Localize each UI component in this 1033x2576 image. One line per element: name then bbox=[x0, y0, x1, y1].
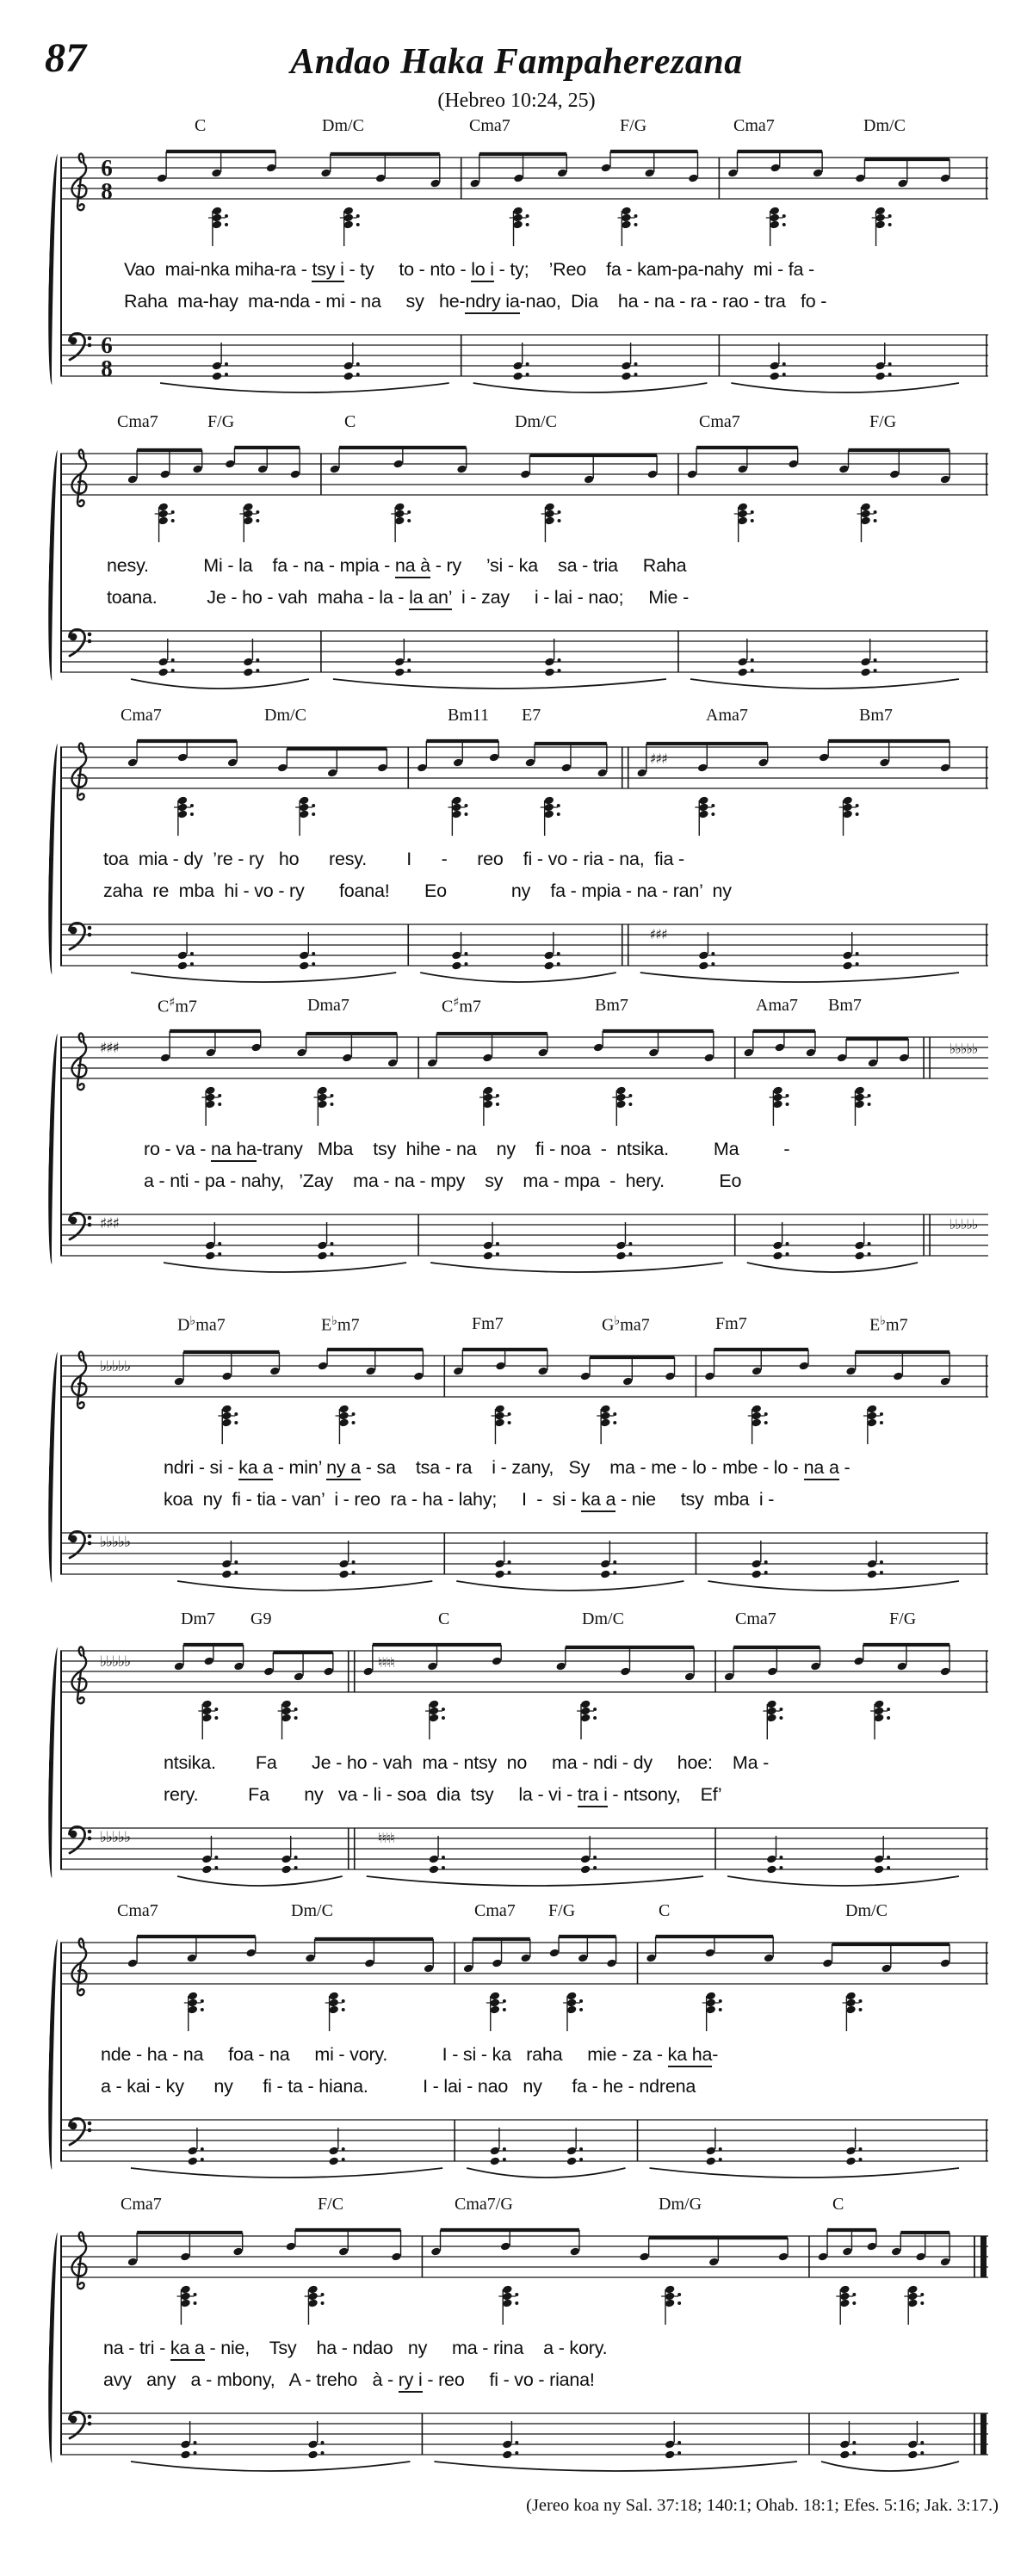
lyric-line-2 bbox=[124, 291, 826, 312]
chord-label: Cma7 bbox=[474, 1901, 516, 1920]
chord-label: E7 bbox=[522, 706, 541, 725]
chord-label: C bbox=[195, 116, 207, 135]
lyric-text: - ry ’si - ka sa - tria Raha bbox=[430, 555, 687, 576]
svg-text:6: 6 bbox=[101, 155, 113, 181]
lyric-text: - sa tsa - ra i - zany, Sy ma - me - lo - mbe - lo - bbox=[361, 1457, 804, 1478]
svg-text:♯♯♯: ♯♯♯ bbox=[100, 1215, 119, 1232]
treble-clef-icon bbox=[71, 1351, 86, 1408]
chord-label: Cma7 bbox=[117, 412, 158, 431]
chord-label: Cma7 bbox=[121, 2195, 162, 2214]
lyric-text: ndri - si - bbox=[164, 1457, 239, 1478]
song-number: 87 bbox=[45, 35, 86, 81]
system-8 bbox=[0, 2195, 1033, 2496]
melisma-underline: ka a bbox=[238, 1457, 273, 1480]
treble-clef-icon bbox=[71, 449, 86, 506]
bass-staff bbox=[60, 326, 988, 416]
lyric-text: - nie tsy mba i - bbox=[615, 1489, 775, 1510]
chord-label: Cma7/G bbox=[455, 2195, 513, 2214]
chord-label: E♭m7 bbox=[321, 1314, 360, 1335]
flat-icon: ♭ bbox=[880, 1314, 887, 1328]
footer-scripture-references: (Jereo koa ny Sal. 37:18; 140:1; Ohab. 18:1; Efes. 5:16; Jak. 3:17.) bbox=[526, 2496, 999, 2515]
chord-label: D♭ma7 bbox=[177, 1314, 226, 1335]
bass-staff bbox=[60, 1524, 988, 1614]
lyric-line-1 bbox=[103, 2338, 607, 2359]
lyric-text: koa ny fi - tia - van’ i - reo ra - ha - lahy; I - si - bbox=[164, 1489, 582, 1510]
chord-label: Dm7 bbox=[181, 1609, 216, 1628]
melisma-underline: na à bbox=[395, 555, 430, 578]
chord-label: F/C bbox=[318, 2195, 344, 2214]
treble-clef-icon bbox=[71, 1938, 86, 1995]
sharp-icon: ♯ bbox=[169, 996, 176, 1010]
lyric-text: Vao mai-nka miha-ra - bbox=[124, 259, 312, 280]
lyric-text: toa mia - dy ’re - ry ho resy. I - reo fi - vo - ria - na, fia - bbox=[103, 849, 684, 869]
lyric-text: a - kai - ky ny fi - ta - hiana. I - lai - nao ny fa - he - ndrena bbox=[101, 2076, 696, 2097]
chord-label: Dma7 bbox=[307, 996, 349, 1015]
melisma-underline: tra i bbox=[578, 1784, 608, 1807]
lyric-line-2 bbox=[103, 880, 732, 902]
melisma-underline: ry i bbox=[399, 2369, 423, 2393]
chord-label: Ama7 bbox=[756, 996, 798, 1015]
lyric-line-1 bbox=[101, 2044, 718, 2066]
chord-label: Cma7 bbox=[469, 116, 510, 135]
lyric-text: - bbox=[712, 2044, 719, 2065]
system-4 bbox=[0, 996, 1033, 1297]
treble-clef-icon bbox=[71, 1646, 86, 1703]
melisma-underline: ka a bbox=[581, 1489, 615, 1512]
chord-label: C bbox=[659, 1901, 671, 1920]
melisma-underline: na a bbox=[804, 1457, 839, 1480]
chord-label: E♭m7 bbox=[869, 1314, 908, 1335]
lyric-text: - ntsony, Ef’ bbox=[607, 1784, 722, 1805]
lyric-line-1 bbox=[107, 555, 686, 577]
song-title: Andao Haka Fampaherezana bbox=[290, 42, 743, 82]
treble-staff bbox=[60, 738, 988, 840]
scripture-reference: (Hebreo 10:24, 25) bbox=[437, 90, 596, 112]
system-1 bbox=[0, 116, 1033, 417]
chord-label: C♯m7 bbox=[442, 996, 481, 1016]
lyric-line-1 bbox=[124, 259, 814, 281]
lyric-line-1 bbox=[144, 1139, 789, 1160]
treble-staff bbox=[60, 1934, 988, 2035]
svg-text:♭♭♭♭♭: ♭♭♭♭♭ bbox=[100, 1358, 131, 1375]
treble-staff bbox=[60, 1642, 988, 1744]
svg-text:8: 8 bbox=[101, 355, 113, 381]
lyric-text: na - tri - bbox=[103, 2338, 170, 2358]
chord-label: Dm/C bbox=[264, 706, 306, 725]
flat-icon: ♭ bbox=[189, 1314, 196, 1328]
chord-label: F/G bbox=[869, 412, 897, 431]
chord-label: Dm/C bbox=[291, 1901, 333, 1920]
melisma-underline: ndry ia bbox=[465, 291, 519, 314]
melisma-underline: lo i bbox=[471, 259, 494, 282]
svg-text:♭♭♭♭♭: ♭♭♭♭♭ bbox=[949, 1216, 978, 1232]
lyric-text: i - zay i - lai - nao; Mie - bbox=[451, 587, 690, 608]
treble-staff bbox=[60, 2227, 988, 2329]
lyric-line-1 bbox=[164, 1752, 769, 1774]
chord-label: Dm/G bbox=[659, 2195, 702, 2214]
svg-text:♭♭♭♭♭: ♭♭♭♭♭ bbox=[100, 1534, 131, 1551]
melisma-underline: la an’ bbox=[409, 587, 451, 610]
chord-label: Dm/C bbox=[582, 1609, 624, 1628]
flat-icon: ♭ bbox=[331, 1314, 338, 1328]
lyric-line-1 bbox=[164, 1457, 850, 1479]
bass-staff bbox=[60, 1206, 988, 1295]
lyric-text: - bbox=[838, 1457, 851, 1478]
chord-label: Cma7 bbox=[121, 706, 162, 725]
system-6 bbox=[0, 1609, 1033, 1911]
lyric-text: -trany Mba tsy hihe - na ny fi - noa - ntsika. Ma - bbox=[256, 1139, 790, 1159]
lyric-text: - min’ bbox=[273, 1457, 327, 1478]
system-5 bbox=[0, 1314, 1033, 1615]
treble-clef-icon bbox=[71, 153, 86, 210]
lyric-line-2 bbox=[107, 587, 689, 608]
chord-label: G9 bbox=[251, 1609, 272, 1628]
lyric-line-2 bbox=[164, 1784, 721, 1806]
chord-label: F/G bbox=[548, 1901, 576, 1920]
lyric-text: ro - va - bbox=[144, 1139, 212, 1159]
svg-text:♭♭♭♭♭: ♭♭♭♭♭ bbox=[100, 1829, 131, 1846]
lyric-text: - ty to - nto - bbox=[343, 259, 472, 280]
chord-label: Dm/C bbox=[845, 1901, 888, 1920]
lyric-text: -nao, Dia ha - na - ra - rao - tra fo - bbox=[519, 291, 827, 312]
sharp-icon: ♯ bbox=[453, 996, 460, 1010]
lyric-text: zaha re mba hi - vo - ry foana! Eo ny fa - mpia - na - ran’ ny bbox=[103, 880, 732, 901]
treble-clef-icon bbox=[71, 2232, 86, 2289]
svg-text:♭♭♭♭♭: ♭♭♭♭♭ bbox=[100, 1653, 131, 1671]
bass-staff bbox=[60, 622, 988, 712]
bass-staff bbox=[60, 2111, 988, 2201]
bass-staff bbox=[60, 916, 988, 1005]
system-2 bbox=[0, 412, 1033, 713]
lyric-text: a - nti - pa - nahy, ’Zay ma - na - mpy sy ma - mpa - hery. Eo bbox=[144, 1171, 742, 1191]
chord-label: Dm/C bbox=[322, 116, 364, 135]
chord-label: F/G bbox=[889, 1609, 917, 1628]
chord-label: Ama7 bbox=[706, 706, 748, 725]
lyric-text: avy any a - mbony, A - treho à - bbox=[103, 2369, 399, 2390]
treble-clef-icon bbox=[71, 1033, 86, 1090]
chord-label: Fm7 bbox=[715, 1314, 747, 1333]
lyric-text: rery. Fa ny va - li - soa dia tsy la - vi - bbox=[164, 1784, 578, 1805]
chord-label: C bbox=[832, 2195, 844, 2214]
chord-label: Fm7 bbox=[472, 1314, 504, 1333]
svg-text:♯♯♯: ♯♯♯ bbox=[649, 751, 667, 767]
chord-label: F/G bbox=[620, 116, 647, 135]
system-3 bbox=[0, 706, 1033, 1007]
lyric-text: nesy. Mi - la fa - na - mpia - bbox=[107, 555, 395, 576]
chord-label: Bm11 bbox=[448, 706, 490, 725]
chord-label: Dm/C bbox=[515, 412, 557, 431]
chord-label: Cma7 bbox=[117, 1901, 158, 1920]
chord-label: G♭ma7 bbox=[602, 1314, 650, 1335]
lyric-line-2 bbox=[164, 1489, 774, 1510]
treble-staff bbox=[60, 1347, 988, 1449]
system-7 bbox=[0, 1901, 1033, 2202]
lyric-text: ntsika. Fa Je - ho - vah ma - ntsy no ma - ndi - dy hoe: Ma - bbox=[164, 1752, 770, 1773]
chord-label: C bbox=[344, 412, 356, 431]
treble-staff bbox=[60, 149, 988, 250]
chord-label: Cma7 bbox=[699, 412, 740, 431]
chord-label: C bbox=[438, 1609, 450, 1628]
treble-staff bbox=[60, 445, 988, 547]
chord-label: Bm7 bbox=[595, 996, 628, 1015]
lyric-line-1 bbox=[103, 849, 684, 870]
lyric-line-2 bbox=[103, 2369, 595, 2391]
melisma-underline: tsy i bbox=[312, 259, 343, 282]
svg-text:♮♮♮♮: ♮♮♮♮ bbox=[377, 1654, 394, 1671]
lyric-text: nde - ha - na foa - na mi - vory. I - si - ka raha mie - za - bbox=[101, 2044, 668, 2065]
chord-label: Cma7 bbox=[733, 116, 775, 135]
chord-label: Cma7 bbox=[735, 1609, 776, 1628]
chord-label: Bm7 bbox=[859, 706, 893, 725]
svg-text:6: 6 bbox=[101, 332, 113, 358]
lyric-line-2 bbox=[144, 1171, 741, 1192]
lyric-line-2 bbox=[101, 2076, 696, 2097]
svg-text:♭♭♭♭♭: ♭♭♭♭♭ bbox=[949, 1041, 978, 1057]
melisma-underline: na ha bbox=[211, 1139, 257, 1162]
lyric-text: toana. Je - ho - vah maha - la - bbox=[107, 587, 410, 608]
chord-label: Bm7 bbox=[828, 996, 862, 1015]
svg-text:♯♯♯: ♯♯♯ bbox=[100, 1040, 119, 1057]
flat-icon: ♭ bbox=[614, 1314, 621, 1328]
chord-label: C♯m7 bbox=[158, 996, 197, 1016]
svg-text:♮♮♮♮: ♮♮♮♮ bbox=[377, 1830, 394, 1846]
melisma-underline: ny a bbox=[326, 1457, 361, 1480]
lyric-text: - reo fi - vo - riana! bbox=[422, 2369, 595, 2390]
chord-label: Dm/C bbox=[863, 116, 906, 135]
chord-label: F/G bbox=[207, 412, 235, 431]
lyric-text: Raha ma-hay ma-nda - mi - na sy he- bbox=[124, 291, 466, 312]
lyric-text: - nie, Tsy ha - ndao ny ma - rina a - kory. bbox=[204, 2338, 608, 2358]
treble-clef-icon bbox=[71, 743, 86, 800]
melisma-underline: ka a bbox=[170, 2338, 205, 2361]
lyric-text: - ty; ’Reo fa - kam-pa-nahy mi - fa - bbox=[493, 259, 815, 280]
bass-staff bbox=[60, 1819, 988, 1909]
svg-text:♯♯♯: ♯♯♯ bbox=[649, 926, 667, 942]
svg-text:8: 8 bbox=[101, 178, 113, 204]
melisma-underline: ka ha bbox=[668, 2044, 713, 2067]
bass-staff bbox=[60, 2405, 988, 2494]
treble-staff bbox=[60, 1029, 988, 1130]
